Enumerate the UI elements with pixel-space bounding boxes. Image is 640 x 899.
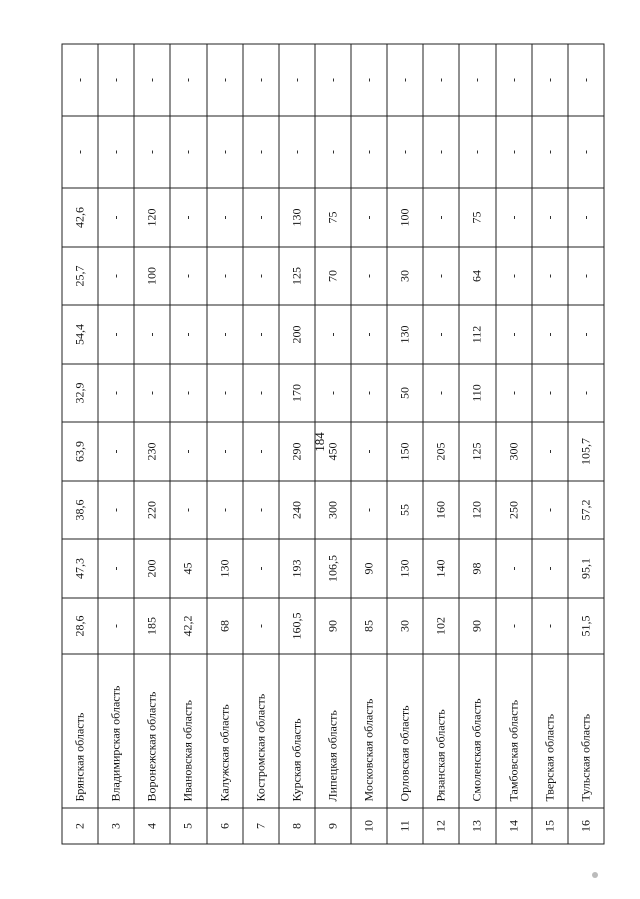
value-cell: - <box>423 188 459 247</box>
value-cell: - <box>567 116 603 188</box>
value-cell: 125 <box>278 247 314 305</box>
value-cell: 25,7 <box>62 247 98 305</box>
value-cell: 50 <box>387 364 423 422</box>
value-cell: - <box>387 116 423 188</box>
value-cell: 110 <box>459 364 495 422</box>
value-cell: 125 <box>459 422 495 481</box>
value-cell: - <box>351 364 387 422</box>
value-cell: 75 <box>459 188 495 247</box>
region-name-cell: Курская область <box>278 654 314 808</box>
value-cell: - <box>495 116 531 188</box>
value-cell: 200 <box>134 539 170 598</box>
value-cell: - <box>495 44 531 116</box>
value-cell: 120 <box>459 481 495 539</box>
value-cell: 120 <box>134 188 170 247</box>
table-row <box>98 44 134 844</box>
value-cell: - <box>531 598 567 654</box>
row-number-cell: 5 <box>170 808 206 844</box>
value-cell: - <box>98 422 134 481</box>
value-cell: - <box>170 247 206 305</box>
region-name-cell: Брянская область <box>62 654 98 808</box>
row-number-cell: 16 <box>567 808 603 844</box>
value-cell: - <box>98 247 134 305</box>
value-cell: - <box>567 188 603 247</box>
value-cell: - <box>423 305 459 364</box>
table-row <box>242 44 278 844</box>
value-cell: 75 <box>314 188 350 247</box>
value-cell: - <box>206 422 242 481</box>
value-cell: - <box>351 44 387 116</box>
value-cell: - <box>242 598 278 654</box>
value-cell: - <box>98 44 134 116</box>
value-cell: 112 <box>459 305 495 364</box>
table-row <box>206 44 242 844</box>
row-number-cell: 13 <box>459 808 495 844</box>
value-cell: 200 <box>278 305 314 364</box>
value-cell: 30 <box>387 598 423 654</box>
region-name-cell: Тверская область <box>531 654 567 808</box>
value-cell: 106,5 <box>314 539 350 598</box>
region-name-cell: Ивановская область <box>170 654 206 808</box>
value-cell: - <box>423 116 459 188</box>
page-number: 184 <box>312 432 327 452</box>
value-cell: - <box>495 188 531 247</box>
value-cell: - <box>351 188 387 247</box>
value-cell: - <box>567 247 603 305</box>
region-name-cell: Орловская область <box>387 654 423 808</box>
value-cell: 68 <box>206 598 242 654</box>
row-number-cell: 10 <box>351 808 387 844</box>
regional-data-table <box>61 43 604 844</box>
value-cell: - <box>134 364 170 422</box>
value-cell: - <box>134 116 170 188</box>
row-number-cell: 9 <box>314 808 350 844</box>
region-name-cell: Московская область <box>351 654 387 808</box>
table-row <box>423 44 459 844</box>
region-name-cell: Липецкая область <box>314 654 350 808</box>
table-row <box>495 44 531 844</box>
value-cell: 130 <box>206 539 242 598</box>
value-cell: 130 <box>278 188 314 247</box>
value-cell: - <box>278 44 314 116</box>
value-cell: 51,5 <box>567 598 603 654</box>
table-row <box>62 44 98 844</box>
value-cell: - <box>170 422 206 481</box>
table-row <box>531 44 567 844</box>
value-cell: - <box>567 305 603 364</box>
row-number-cell: 8 <box>278 808 314 844</box>
value-cell: - <box>62 116 98 188</box>
value-cell: - <box>351 422 387 481</box>
value-cell: 95,1 <box>567 539 603 598</box>
value-cell: 55 <box>387 481 423 539</box>
value-cell: - <box>242 188 278 247</box>
value-cell: - <box>387 44 423 116</box>
value-cell: - <box>242 247 278 305</box>
value-cell: - <box>531 481 567 539</box>
region-name-cell: Рязанская область <box>423 654 459 808</box>
value-cell: 105,7 <box>567 422 603 481</box>
table-row <box>567 44 603 844</box>
table-row <box>459 44 495 844</box>
value-cell: 193 <box>278 539 314 598</box>
table-row <box>170 44 206 844</box>
region-name-cell: Смоленская область <box>459 654 495 808</box>
value-cell: 38,6 <box>62 481 98 539</box>
value-cell: - <box>206 305 242 364</box>
value-cell: - <box>242 481 278 539</box>
value-cell: 450 <box>314 422 350 481</box>
value-cell: - <box>98 188 134 247</box>
value-cell: 30 <box>387 247 423 305</box>
table-rotation-frame <box>61 44 604 844</box>
value-cell: 32,9 <box>62 364 98 422</box>
table-row <box>351 44 387 844</box>
value-cell: 220 <box>134 481 170 539</box>
region-name-cell: Владимирская область <box>98 654 134 808</box>
value-cell: - <box>206 188 242 247</box>
value-cell: - <box>170 481 206 539</box>
table-row <box>314 44 350 844</box>
region-name-cell: Тамбовская область <box>495 654 531 808</box>
scan-dot <box>592 872 598 878</box>
value-cell: - <box>567 364 603 422</box>
value-cell: 98 <box>459 539 495 598</box>
table-body <box>62 44 604 844</box>
value-cell: - <box>531 44 567 116</box>
value-cell: 230 <box>134 422 170 481</box>
value-cell: 42,6 <box>62 188 98 247</box>
value-cell: - <box>242 364 278 422</box>
value-cell: 70 <box>314 247 350 305</box>
row-number-cell: 11 <box>387 808 423 844</box>
rotated-table-container <box>61 44 604 844</box>
value-cell: 160,5 <box>278 598 314 654</box>
row-number-cell: 4 <box>134 808 170 844</box>
region-name-cell: Тульская область <box>567 654 603 808</box>
value-cell: - <box>314 116 350 188</box>
region-name-cell: Костромская область <box>242 654 278 808</box>
region-name-cell: Воронежская область <box>134 654 170 808</box>
value-cell: 54,4 <box>62 305 98 364</box>
value-cell: - <box>314 364 350 422</box>
value-cell: - <box>351 247 387 305</box>
value-cell: - <box>98 598 134 654</box>
value-cell: 64 <box>459 247 495 305</box>
value-cell: - <box>206 481 242 539</box>
value-cell: - <box>495 247 531 305</box>
value-cell: - <box>170 116 206 188</box>
value-cell: 150 <box>387 422 423 481</box>
value-cell: - <box>531 539 567 598</box>
value-cell: 205 <box>423 422 459 481</box>
value-cell: - <box>134 44 170 116</box>
value-cell: - <box>206 247 242 305</box>
value-cell: 130 <box>387 305 423 364</box>
value-cell: - <box>98 539 134 598</box>
row-number-cell: 6 <box>206 808 242 844</box>
value-cell: 85 <box>351 598 387 654</box>
value-cell: 45 <box>170 539 206 598</box>
value-cell: - <box>423 44 459 116</box>
value-cell: - <box>62 44 98 116</box>
value-cell: 130 <box>387 539 423 598</box>
value-cell: - <box>495 305 531 364</box>
value-cell: - <box>567 44 603 116</box>
value-cell: - <box>134 305 170 364</box>
value-cell: 90 <box>314 598 350 654</box>
value-cell: - <box>278 116 314 188</box>
value-cell: - <box>170 305 206 364</box>
value-cell: - <box>314 305 350 364</box>
value-cell: - <box>242 305 278 364</box>
value-cell: - <box>531 364 567 422</box>
value-cell: - <box>531 188 567 247</box>
row-number-cell: 15 <box>531 808 567 844</box>
value-cell: - <box>351 305 387 364</box>
value-cell: 300 <box>495 422 531 481</box>
value-cell: - <box>459 116 495 188</box>
value-cell: - <box>314 44 350 116</box>
value-cell: - <box>98 364 134 422</box>
value-cell: 300 <box>314 481 350 539</box>
value-cell: - <box>170 364 206 422</box>
row-number-cell: 3 <box>98 808 134 844</box>
value-cell: - <box>423 247 459 305</box>
value-cell: - <box>206 364 242 422</box>
value-cell: - <box>170 44 206 116</box>
table-row <box>387 44 423 844</box>
value-cell: 160 <box>423 481 459 539</box>
table-row <box>134 44 170 844</box>
value-cell: 90 <box>459 598 495 654</box>
table-row <box>278 44 314 844</box>
value-cell: - <box>351 481 387 539</box>
value-cell: 28,6 <box>62 598 98 654</box>
value-cell: 42,2 <box>170 598 206 654</box>
value-cell: - <box>242 44 278 116</box>
value-cell: - <box>98 116 134 188</box>
value-cell: - <box>495 364 531 422</box>
value-cell: 250 <box>495 481 531 539</box>
value-cell: 140 <box>423 539 459 598</box>
value-cell: - <box>242 539 278 598</box>
value-cell: 100 <box>387 188 423 247</box>
value-cell: - <box>423 364 459 422</box>
value-cell: 100 <box>134 247 170 305</box>
row-number-cell: 12 <box>423 808 459 844</box>
row-number-cell: 14 <box>495 808 531 844</box>
value-cell: - <box>531 116 567 188</box>
region-name-cell: Калужская область <box>206 654 242 808</box>
value-cell: - <box>206 44 242 116</box>
row-number-cell: 2 <box>62 808 98 844</box>
value-cell: 90 <box>351 539 387 598</box>
value-cell: - <box>495 539 531 598</box>
value-cell: 102 <box>423 598 459 654</box>
value-cell: 63,9 <box>62 422 98 481</box>
value-cell: - <box>459 44 495 116</box>
value-cell: 57,2 <box>567 481 603 539</box>
value-cell: - <box>170 188 206 247</box>
value-cell: - <box>531 305 567 364</box>
value-cell: 240 <box>278 481 314 539</box>
value-cell: 47,3 <box>62 539 98 598</box>
value-cell: - <box>531 422 567 481</box>
value-cell: - <box>98 305 134 364</box>
value-cell: 185 <box>134 598 170 654</box>
value-cell: - <box>531 247 567 305</box>
value-cell: - <box>351 116 387 188</box>
value-cell: - <box>98 481 134 539</box>
value-cell: 290 <box>278 422 314 481</box>
value-cell: - <box>495 598 531 654</box>
row-number-cell: 7 <box>242 808 278 844</box>
value-cell: - <box>242 422 278 481</box>
value-cell: - <box>242 116 278 188</box>
value-cell: - <box>206 116 242 188</box>
value-cell: 170 <box>278 364 314 422</box>
